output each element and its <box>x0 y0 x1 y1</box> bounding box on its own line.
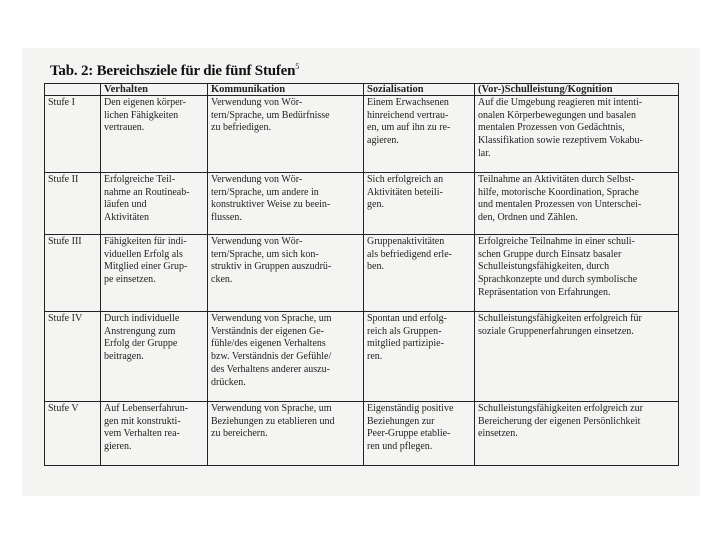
cell-kommunikation: Verwendung von Wör- tern/Sprache, um andere in konstruktiver Weise zu beein- flussen. <box>208 173 364 235</box>
table-row <box>45 402 679 466</box>
header-kognition: (Vor-)Schulleistung/Kognition <box>475 84 679 96</box>
stage-label: Stufe III <box>45 235 101 312</box>
goals-table <box>44 83 679 466</box>
cell-sozialisation: Gruppenaktivitäten als befriedigend erle- ben. <box>364 235 475 312</box>
cell-kognition: Schulleistungsfähigkeiten erfolgreich zur Bereicherung der eigenen Persönlichkeit einsetzen. <box>475 402 679 466</box>
table-row <box>45 312 679 402</box>
cell-verhalten: Erfolgreiche Teil- nahme an Routineab- läufen und Aktivitäten <box>101 173 208 235</box>
header-stage <box>45 84 101 96</box>
cell-sozialisation: Eigenständig positive Beziehungen zur Peer-Gruppe etablie- ren und pflegen. <box>364 402 475 466</box>
header-sozialisation: Sozialisation <box>364 84 475 96</box>
cell-kognition: Teilnahme an Aktivitäten durch Selbst- hilfe, motorische Koordination, Sprache und mentalen Prozessen von Unterschei- den, Ordnen und Zählen. <box>475 173 679 235</box>
cell-verhalten: Auf Lebenserfahrun- gen mit konstrukti- vem Verhalten rea- gieren. <box>101 402 208 466</box>
cell-kommunikation: Verwendung von Sprache, um Beziehungen zu etablieren und zu bereichern. <box>208 402 364 466</box>
table-title-text: Tab. 2: Bereichsziele für die fünf Stufen <box>50 63 296 79</box>
stage-label: Stufe IV <box>45 312 101 402</box>
table-title <box>50 62 299 80</box>
cell-verhalten: Fähigkeiten für indi- viduellen Erfolg als Mitglied einer Grup- pe einsetzen. <box>101 235 208 312</box>
stage-label: Stufe V <box>45 402 101 466</box>
table-row <box>45 96 679 173</box>
table-row <box>45 173 679 235</box>
cell-kognition: Erfolgreiche Teilnahme in einer schuli- schen Gruppe durch Einsatz basaler Schulleistungsfähigkeiten, durch Sprachkonzepte und durch symbolische Repräsentation von Erfahrungen. <box>475 235 679 312</box>
cell-kommunikation: Verwendung von Wör- tern/Sprache, um Bedürfnisse zu befriedigen. <box>208 96 364 173</box>
cell-kommunikation: Verwendung von Wör- tern/Sprache, um sich kon- struktiv in Gruppen auszudrü- cken. <box>208 235 364 312</box>
cell-sozialisation: Einem Erwachsenen hinreichend vertrau- en, um auf ihn zu re- agieren. <box>364 96 475 173</box>
cell-sozialisation: Spontan und erfolg- reich als Gruppen- mitglied partizipie- ren. <box>364 312 475 402</box>
cell-kognition: Schulleistungsfähigkeiten erfolgreich für soziale Gruppenerfahrungen einsetzen. <box>475 312 679 402</box>
stage-label: Stufe II <box>45 173 101 235</box>
stage-label: Stufe I <box>45 96 101 173</box>
header-kommunikation: Kommunikation <box>208 84 364 96</box>
cell-kognition: Auf die Umgebung reagieren mit intenti- onalen Körperbewegungen und basalen mentalen Prozessen von Gedächtnis, Klassifikation sowie rezeptivem Vokabu- lar. <box>475 96 679 173</box>
cell-verhalten: Durch individuelle Anstrengung zum Erfolg der Gruppe beitragen. <box>101 312 208 402</box>
title-footnote: 5 <box>295 62 300 71</box>
cell-verhalten: Den eigenen körper- lichen Fähigkeiten vertrauen. <box>101 96 208 173</box>
header-row <box>45 84 679 96</box>
header-verhalten: Verhalten <box>101 84 208 96</box>
cell-kommunikation: Verwendung von Sprache, um Verständnis der eigenen Ge- fühle/des eigenen Verhaltens bzw. Verständnis der Gefühle/ des Verhaltens anderer auszu- drücken. <box>208 312 364 402</box>
cell-sozialisation: Sich erfolgreich an Aktivitäten beteili- gen. <box>364 173 475 235</box>
table-row <box>45 235 679 312</box>
